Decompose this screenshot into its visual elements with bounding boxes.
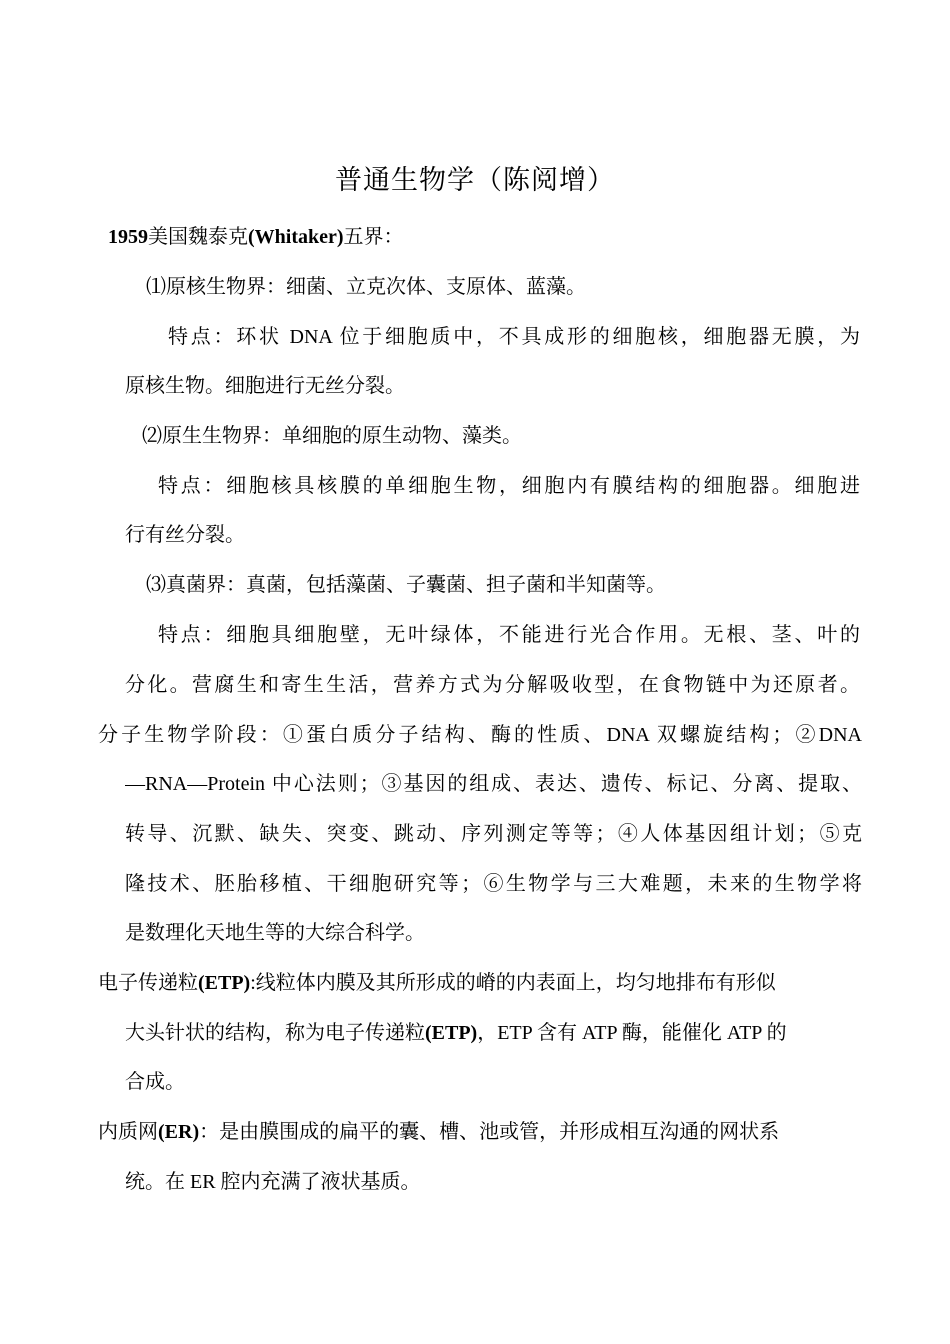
intro-name: (Whitaker) xyxy=(248,226,344,248)
etp-abbr: (ETP) xyxy=(198,972,251,994)
er-line2: 统。在 ER 腔内充满了液状基质。 xyxy=(125,1171,421,1193)
kingdom3-feature-line2: 分化。营腐生和寄生生活，营养方式为分解吸收型，在食物链中为还原者。 xyxy=(125,674,860,696)
document-title: 普通生物学（陈阅增） xyxy=(335,165,615,195)
etp-line1 xyxy=(98,968,862,998)
molecular-line3: 转导、沉默、缺失、突变、跳动、序列测定等等；④人体基因组计划；⑤克 xyxy=(125,823,862,845)
intro-line xyxy=(108,222,404,252)
intro-year: 1959 xyxy=(108,226,148,248)
etp-line2 xyxy=(125,1018,862,1048)
molecular-line5: 是数理化天地生等的大综合科学。 xyxy=(125,922,425,944)
etp-abbr-2: (ETP) xyxy=(425,1022,478,1044)
intro-text-b: 五界： xyxy=(343,226,404,248)
etp-term: 电子传递粒 xyxy=(98,972,198,994)
kingdom2-feature-line1: 特点：细胞核具核膜的单细胞生物，细胞内有膜结构的细胞器。细胞进 xyxy=(158,475,860,497)
molecular-line2: —RNA—Protein 中心法则；③基因的组成、表达、遗传、标记、分离、提取、 xyxy=(125,773,862,795)
kingdom2-heading: ⑵原生生物界：单细胞的原生动物、藻类。 xyxy=(142,425,522,447)
molecular-line1: 分子生物学阶段：①蛋白质分子结构、酶的性质、DNA 双螺旋结构；②DNA xyxy=(98,724,862,746)
etp-line2-a: 大头针状的结构，称为电子传递粒 xyxy=(125,1022,425,1044)
kingdom3-feature-line1: 特点：细胞具细胞壁，无叶绿体，不能进行光合作用。无根、茎、叶的 xyxy=(158,624,860,646)
etp-line2-b: ，ETP 含有 ATP 酶，能催化 ATP 的 xyxy=(477,1022,787,1044)
er-abbr: (ER) xyxy=(158,1121,200,1143)
kingdom2-feature-line2: 行有丝分裂。 xyxy=(125,524,245,546)
er-line1 xyxy=(98,1117,862,1147)
etp-line1-rest: :线粒体内膜及其所形成的嵴的内表面上，均匀地排布有形似 xyxy=(250,972,776,994)
kingdom1-feature-line2: 原核生物。细胞进行无丝分裂。 xyxy=(125,375,405,397)
er-line1-rest: ：是由膜围成的扁平的囊、槽、池或管，并形成相互沟通的网状系 xyxy=(199,1121,780,1143)
kingdom1-feature-line1: 特点：环状 DNA 位于细胞质中，不具成形的细胞核，细胞器无膜，为 xyxy=(168,326,860,348)
molecular-line4: 隆技术、胚胎移植、干细胞研究等；⑥生物学与三大难题，未来的生物学将 xyxy=(125,873,862,895)
er-term: 内质网 xyxy=(98,1121,158,1143)
intro-text-a: 美国魏泰克 xyxy=(148,226,248,248)
etp-line3: 合成。 xyxy=(125,1071,185,1093)
kingdom1-heading: ⑴原核生物界：细菌、立克次体、支原体、蓝藻。 xyxy=(146,276,586,298)
kingdom3-heading: ⑶真菌界：真菌，包括藻菌、子囊菌、担子菌和半知菌等。 xyxy=(146,574,666,596)
